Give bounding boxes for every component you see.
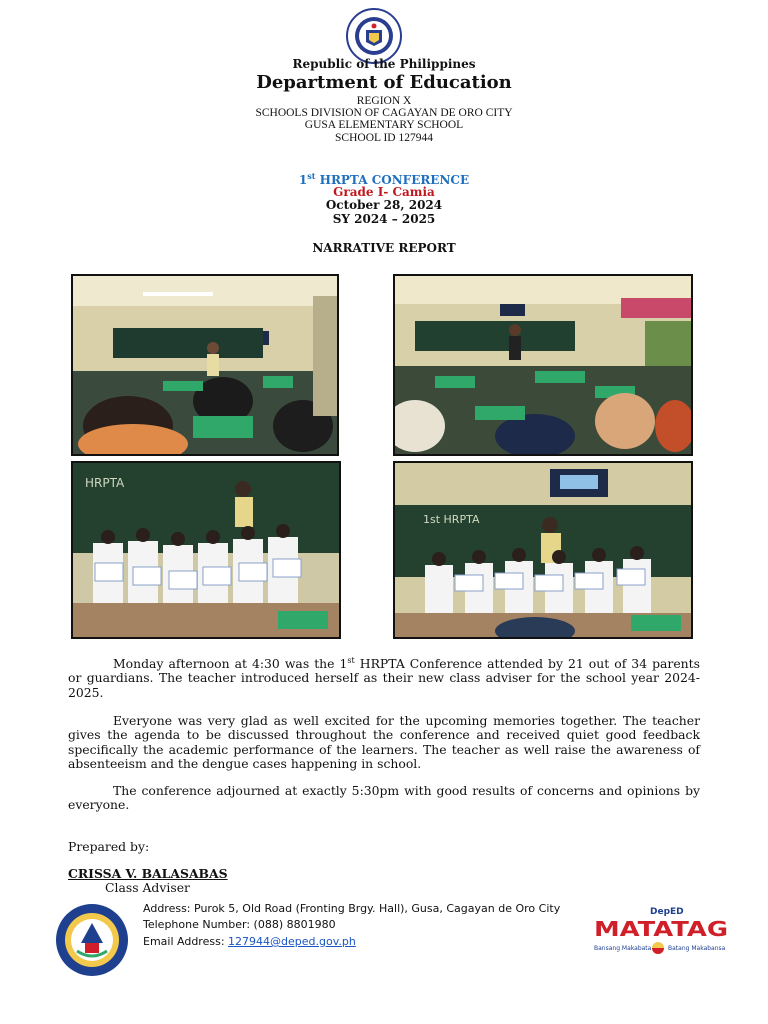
region-line: REGION X — [356, 95, 412, 107]
conference-grade: Grade I- Camia — [333, 185, 435, 199]
signatory-role: Class Adviser — [105, 880, 190, 895]
paragraph-3: The conference adjourned at exactly 5:30pm with good results of concerns and opinions by everyone. — [68, 783, 700, 813]
conference-school-year: SY 2024 – 2025 — [332, 212, 436, 226]
republic-heading: Republic of the Philippines — [292, 57, 476, 71]
footer-telephone: Telephone Number: (088) 8801980 — [143, 918, 336, 931]
prepared-by-label: Prepared by: — [68, 839, 150, 854]
conference-title: 1st HRPTA CONFERENCE — [298, 171, 470, 187]
conference-photo-3 — [71, 461, 341, 639]
svg-text:Batang Makabansa: Batang Makabansa — [668, 945, 726, 952]
matatag-logo — [592, 902, 732, 962]
school-logo — [55, 903, 129, 977]
school-id-line: SCHOOL ID 127944 — [335, 132, 433, 144]
svg-text:Bansang Makabata: Bansang Makabata — [594, 945, 652, 952]
conference-date: October 28, 2024 — [325, 198, 443, 212]
footer-address: Address: Purok 5, Old Road (Fronting Brgy. Hall), Gusa, Cagayan de Oro City — [143, 902, 561, 915]
conference-photo-1 — [71, 274, 339, 456]
svg-text:1st HRPTA: 1st HRPTA — [423, 513, 480, 526]
deped-seal-logo — [346, 8, 402, 64]
division-line: SCHOOLS DIVISION OF CAGAYAN DE ORO CITY — [255, 107, 513, 119]
signatory-name: CRISSA V. BALASABAS — [68, 866, 228, 881]
svg-text:HRPTA: HRPTA — [85, 476, 125, 490]
paragraph-1: Monday afternoon at 4:30 was the 1st HRPTA Conference attended by 21 out of 34 parents or guardians. The teacher introduced herself as their new class adviser for the school year 2024-2025. — [68, 655, 700, 700]
svg-text:MATATAG: MATATAG — [594, 917, 728, 941]
svg-text:DepED: DepED — [650, 907, 684, 917]
report-title: NARRATIVE REPORT — [312, 241, 456, 255]
department-heading: Department of Education — [256, 72, 512, 93]
school-line: GUSA ELEMENTARY SCHOOL — [304, 119, 464, 131]
paragraph-2: Everyone was very glad as well excited for the upcoming memories together. The teacher gives the agenda to be discussed throughout the conference and received quiet good feedback specifically the academic performance of the learners. The teacher as well raise the awareness of absenteeism and the dengue cases happening in school. — [68, 713, 700, 772]
footer-email: Email Address: 127944@deped.gov.ph — [143, 935, 356, 948]
conference-photo-4 — [393, 461, 693, 639]
conference-photo-2 — [393, 274, 693, 456]
email-link[interactable]: 127944@deped.gov.ph — [228, 935, 356, 948]
